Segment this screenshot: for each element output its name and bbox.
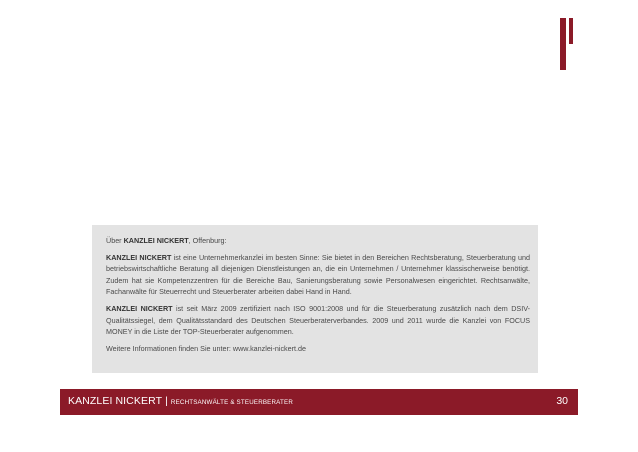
paragraph-text: ist eine Unternehmerkanzlei im besten Sinne: Sie bietet in den Bereichen Rechtsberatung, Steuerberatung und betriebswirtschaftliche Beratung all diejenigen Dienstleistungen an, die ein Unternehmen / Unternehmer klassischerweise benötigt. Zudem hat sie Kompetenzzentren für die Bereiche Bau, Sanierungsberatung sowie Personalwesen eingerichtet. Rechtsanwälte, Fachanwälte für Steuerrecht und Steuerberater arbeiten dabei Hand in Hand. [106,252,530,296]
paragraph-text: Weitere Informationen finden Sie unter: www.kanzlei-nickert.de [106,344,307,353]
about-intro [106,235,530,247]
footer-band [60,389,578,415]
footer-brand [68,395,293,407]
footer-firm-name: KANZLEI NICKERT [68,395,163,407]
about-paragraph-more-info [106,343,530,355]
intro-suffix: , Offenburg: [188,236,227,245]
footer-tagline: RECHTSANWÄLTE & STEUERBERATER [170,399,294,406]
logo-bar-tall [560,18,566,70]
page-number: 30 [556,395,568,407]
intro-prefix: Über [106,236,124,245]
paragraph-firm-name: KANZLEI NICKERT [106,252,172,262]
about-paragraph-certification [106,303,530,338]
paragraph-firm-name: KANZLEI NICKERT [106,304,173,313]
intro-firm-name: KANZLEI NICKERT [123,236,189,245]
paragraph-text: ist seit März 2009 zertifiziert nach ISO 9001:2008 und für die Steuerberatung zusätzlich nach dem DSIV-Qualitätssiegel, dem Qualitätsstandard des Deutschen Steuerberaterverbandes. 2009 und 2011 wurde die Kanzlei von FOCUS MONEY in die Liste der TOP-Steuerberater aufgenommen. [106,304,530,336]
about-info-box [92,225,538,373]
footer-separator: | [165,395,168,407]
about-paragraph-services [106,252,530,298]
logo-bar-short [569,18,573,44]
brand-logo-mark [560,18,576,70]
